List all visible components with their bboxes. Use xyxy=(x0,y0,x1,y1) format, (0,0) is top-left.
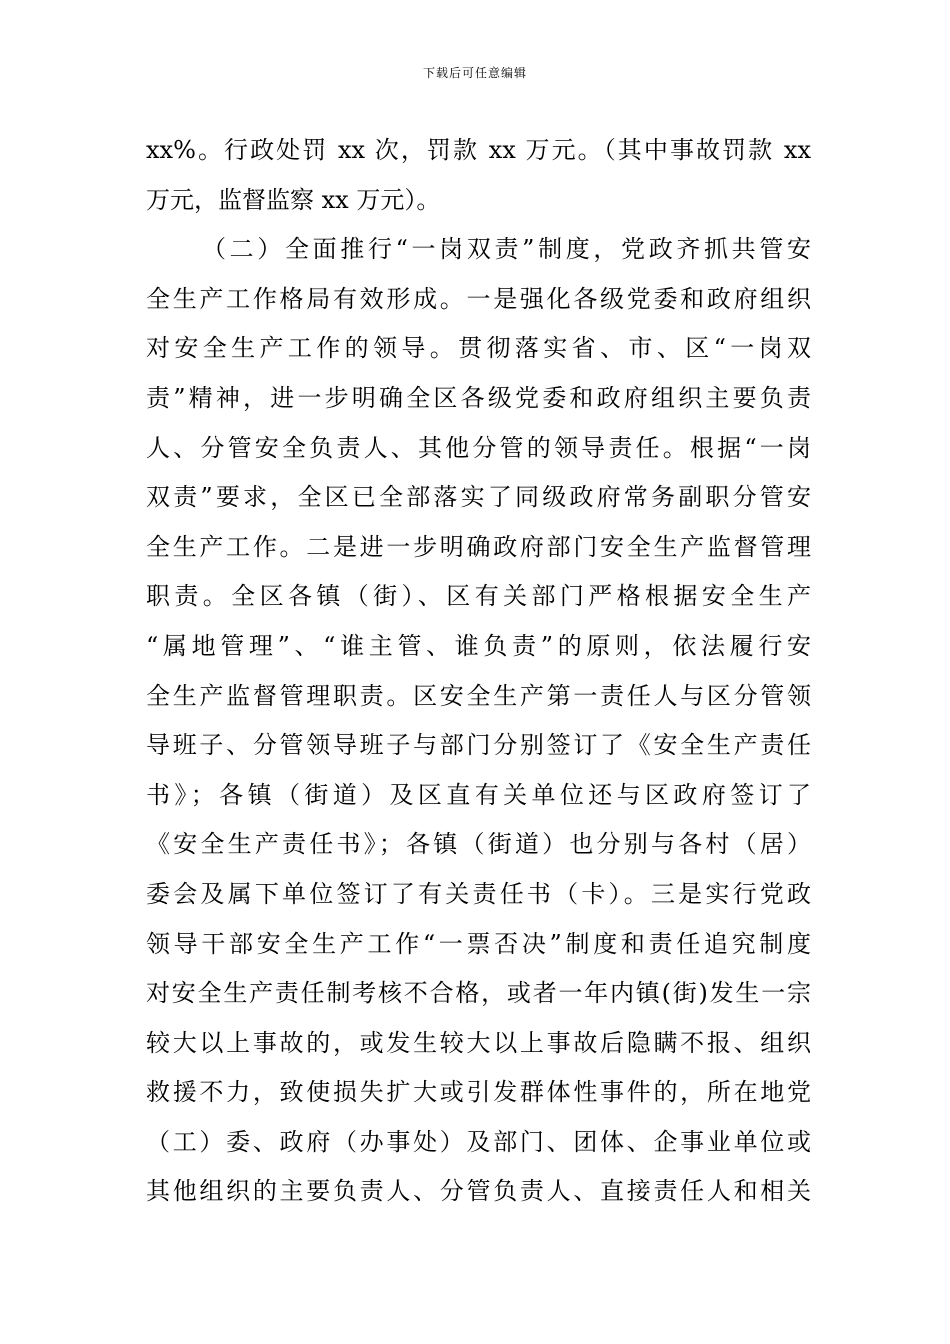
text-line: “属地管理”、“谁主管、谁负责”的原则，依法履行安 xyxy=(146,631,811,660)
text-line: 对安全生产工作的领导。贯彻落实省、市、区“一岗双 xyxy=(146,334,811,363)
text-line: 万元，监督监察 xx 万元）。 xyxy=(146,185,441,214)
text-line: 对安全生产责任制考核不合格，或者一年内镇(街)发生一宗 xyxy=(146,979,811,1008)
text-line: 领导干部安全生产工作“一票否决”制度和责任追究制度 xyxy=(146,929,811,958)
text-line: （工）委、政府（办事处）及部门、团体、企事业单位或 xyxy=(146,1127,811,1156)
text-line: 导班子、分管领导班子与部门分别签订了《安全生产责任 xyxy=(146,731,811,760)
page-header: 下载后可任意编辑 xyxy=(422,66,527,80)
text-line: 《安全生产责任书》；各镇（街道）也分别与各村（居） xyxy=(146,830,811,859)
text-line: 较大以上事故的，或发生较大以上事故后隐瞒不报、组织 xyxy=(146,1028,811,1057)
text-line: 救援不力，致使损失扩大或引发群体性事件的，所在地党 xyxy=(146,1078,811,1107)
text-line: xx%。行政处罚 xx 次，罚款 xx 万元。（其中事故罚款 xx xyxy=(146,136,811,164)
text-line: 委会及属下单位签订了有关责任书（卡）。三是实行党政 xyxy=(146,879,811,908)
text-line: 全生产监督管理职责。区安全生产第一责任人与区分管领 xyxy=(146,681,811,710)
text-line: 书》；各镇（街道）及区直有关单位还与区政府签订了 xyxy=(146,780,811,809)
text-line: 人、分管安全负责人、其他分管的领导责任。根据“一岗 xyxy=(146,433,811,462)
paragraph-first-line: （二）全面推行“一岗双责”制度，党政齐抓共管安 xyxy=(202,235,811,264)
text-line: 全生产工作。二是进一步明确政府部门安全生产监督管理 xyxy=(146,532,811,561)
text-line: 全生产工作格局有效形成。一是强化各级党委和政府组织 xyxy=(146,284,811,313)
text-line: 其他组织的主要负责人、分管负责人、直接责任人和相关 xyxy=(146,1177,811,1206)
document-body xyxy=(146,126,811,1217)
text-line: 双责”要求，全区已全部落实了同级政府常务副职分管安 xyxy=(146,483,811,512)
text-line: 责”精神，进一步明确全区各级党委和政府组织主要负责 xyxy=(146,383,811,412)
text-line: 职责。全区各镇（街）、区有关部门严格根据安全生产 xyxy=(146,582,811,611)
